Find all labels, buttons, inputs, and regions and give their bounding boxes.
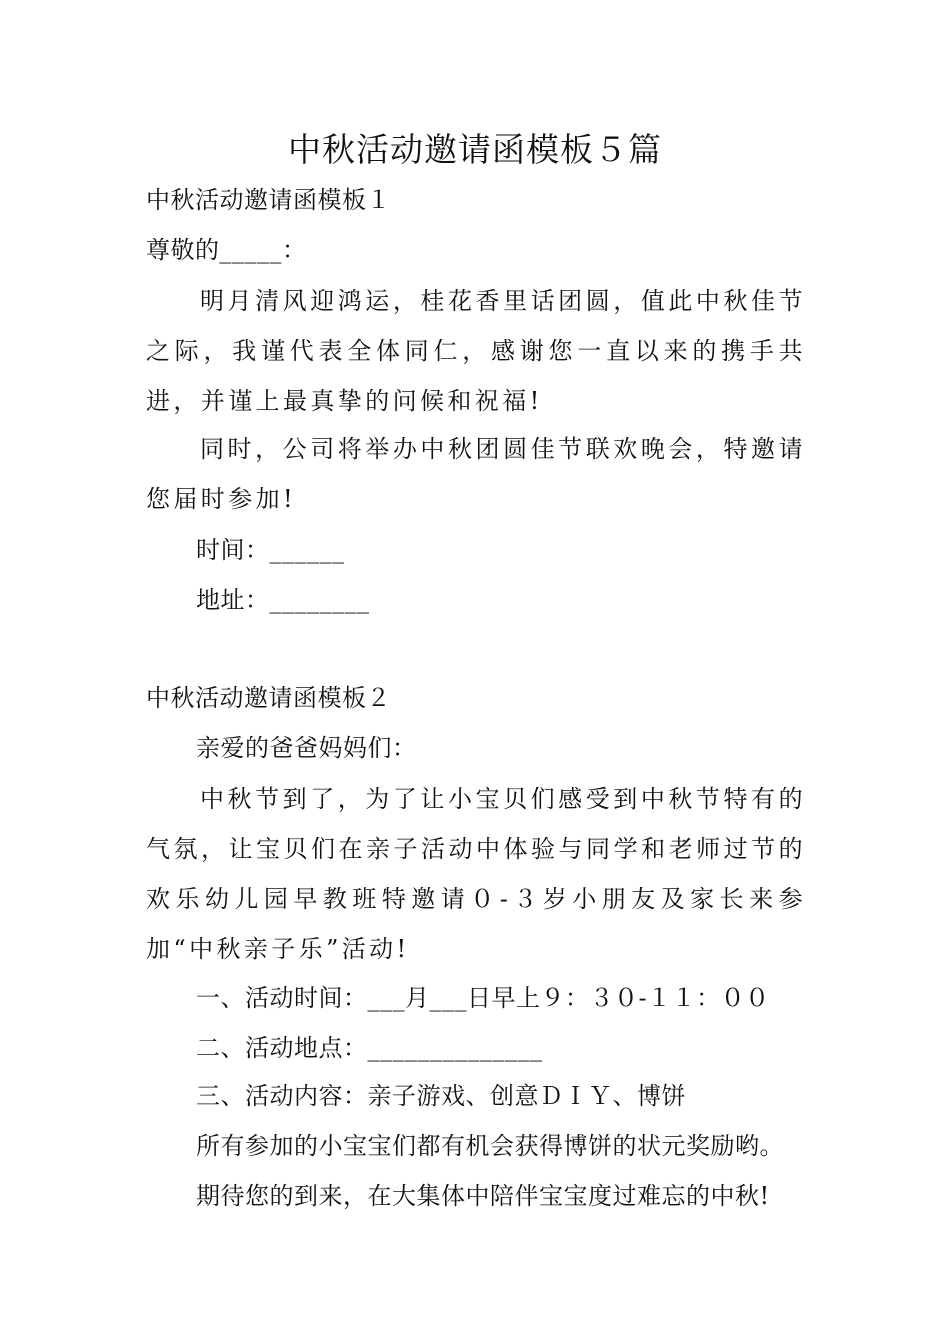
template-1-paragraph-1: 明月清风迎鸿运，桂花香里话团圆，值此中秋佳节之际，我谨代表全体同仁，感谢您一直以来的携手共进，并谨上最真挚的问候和祝福! <box>146 287 806 415</box>
template-1-paragraph-2: 同时，公司将举办中秋团圆佳节联欢晚会，特邀请您届时参加! <box>146 435 806 513</box>
document-title: 中秋活动邀请函模板５篇 <box>288 130 662 169</box>
template-2-item-content: 三、活动内容：亲子游戏、创意ＤＩＹ、博饼 <box>196 1082 686 1110</box>
template-1-salutation: 尊敬的_____： <box>146 236 307 264</box>
template-2-closing: 期待您的到来，在大集体中陪伴宝宝度过难忘的中秋! <box>196 1182 770 1210</box>
template-2-salutation: 亲爱的爸爸妈妈们： <box>196 734 417 762</box>
template-1-time: 时间：______ <box>196 536 345 564</box>
template-2-item-location: 二、活动地点：______________ <box>196 1034 543 1062</box>
template-1-address: 地址：________ <box>196 586 370 614</box>
template-2-item-time: 一、活动时间：___月___日早上９：３０-１１：００ <box>196 984 770 1012</box>
template-2-paragraph-1: 中秋节到了，为了让小宝贝们感受到中秋节特有的气氛，让宝贝们在亲子活动中体验与同学和老师过节的欢乐幼儿园早教班特邀请０-３岁小朋友及家长来参加“中秋亲子乐”活动! <box>146 785 806 963</box>
template-2-heading: 中秋活动邀请函模板２ <box>146 684 391 712</box>
template-2-note: 所有参加的小宝宝们都有机会获得博饼的状元奖励哟。 <box>196 1132 784 1160</box>
template-1-heading: 中秋活动邀请函模板１ <box>146 186 391 214</box>
